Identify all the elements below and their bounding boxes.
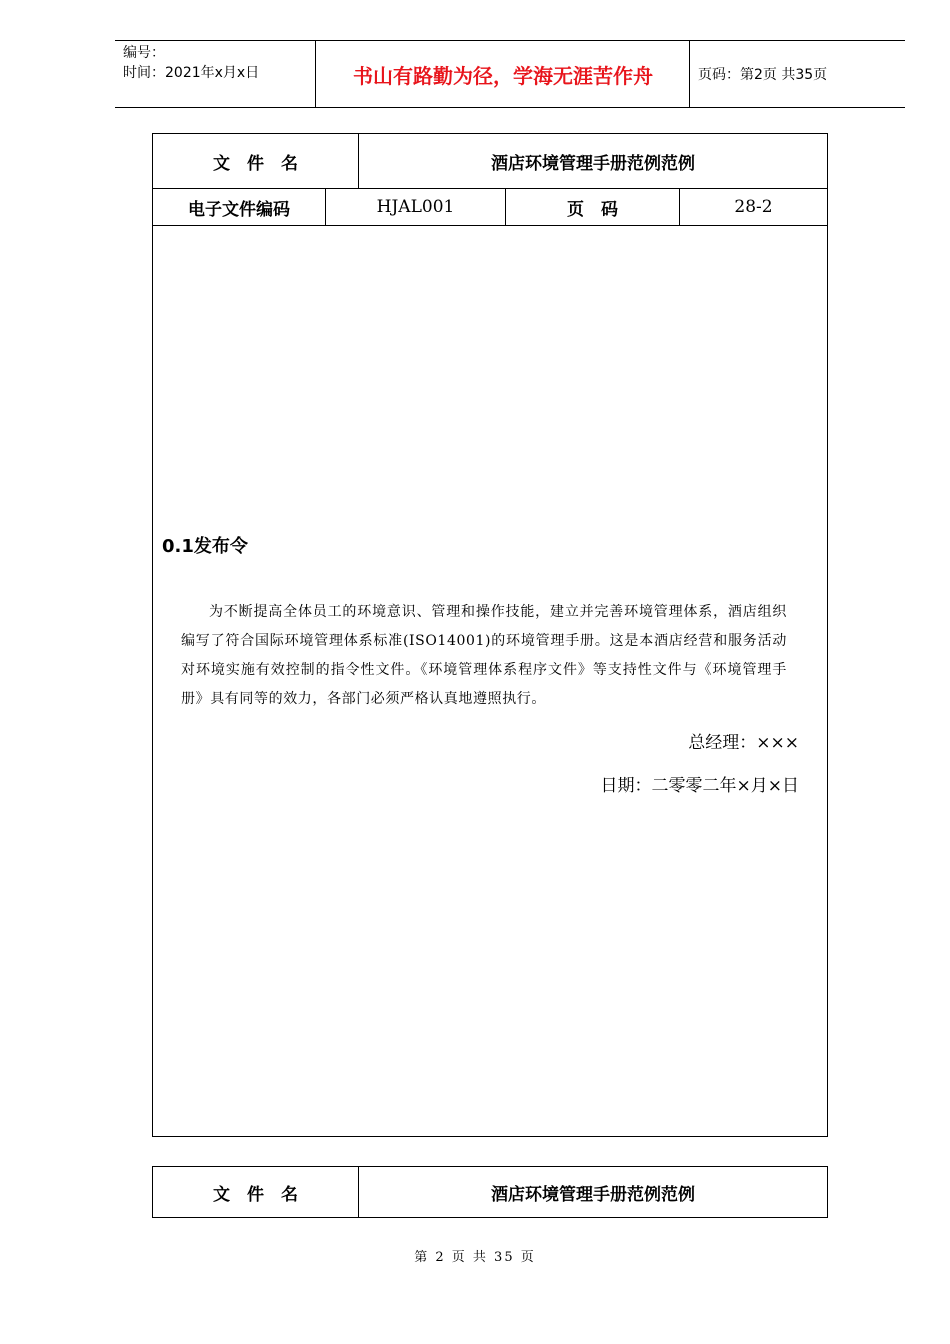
file-name-value: 酒店环境管理手册范例范例 (491, 1184, 695, 1205)
code-label: 电子文件编码 (188, 199, 290, 220)
file-name-value: 酒店环境管理手册范例范例 (491, 153, 695, 174)
signature-line: 总经理：××× (688, 733, 799, 753)
page-header (115, 40, 905, 108)
file-name-label: 文 件 名 (213, 1184, 298, 1205)
header-time-label: 时间：2021年x月x日 (123, 65, 260, 81)
file-name-label: 文 件 名 (213, 153, 298, 174)
form-row-file-name (153, 134, 827, 189)
form-row-code (153, 189, 827, 226)
header-page-info: 页码：第2页 共35页 (698, 67, 828, 83)
header-divider (689, 41, 690, 107)
body-paragraph-block (181, 598, 787, 714)
header-meta (123, 43, 323, 83)
page-value: 28-2 (734, 197, 773, 217)
page-footer: 第 2 页 共 35 页 (414, 1250, 536, 1265)
code-value: HJAL001 (376, 197, 455, 217)
document-form-next (152, 1166, 828, 1218)
page-label: 页 码 (567, 199, 618, 220)
header-motto: 书山有路勤为径，学海无涯苦作舟 (353, 63, 653, 88)
date-line: 日期：二零零二年×月×日 (600, 776, 799, 796)
body-paragraph: 为不断提高全体员工的环境意识、管理和操作技能，建立并完善环境管理体系，酒店组织编写了符合国际环境管理体系标准(ISO14001)的环境管理手册。这是本酒店经营和服务活动对环境实施有效控制的指令性文件。《环境管理体系程序文件》等支持性文件与《环境管理手册》具有同等的效力，各部门必须严格认真地遵照执行。 (181, 604, 787, 707)
document-form (152, 133, 828, 1137)
header-code-label: 编号： (123, 45, 165, 61)
section-title: 0.1发布令 (162, 536, 248, 557)
